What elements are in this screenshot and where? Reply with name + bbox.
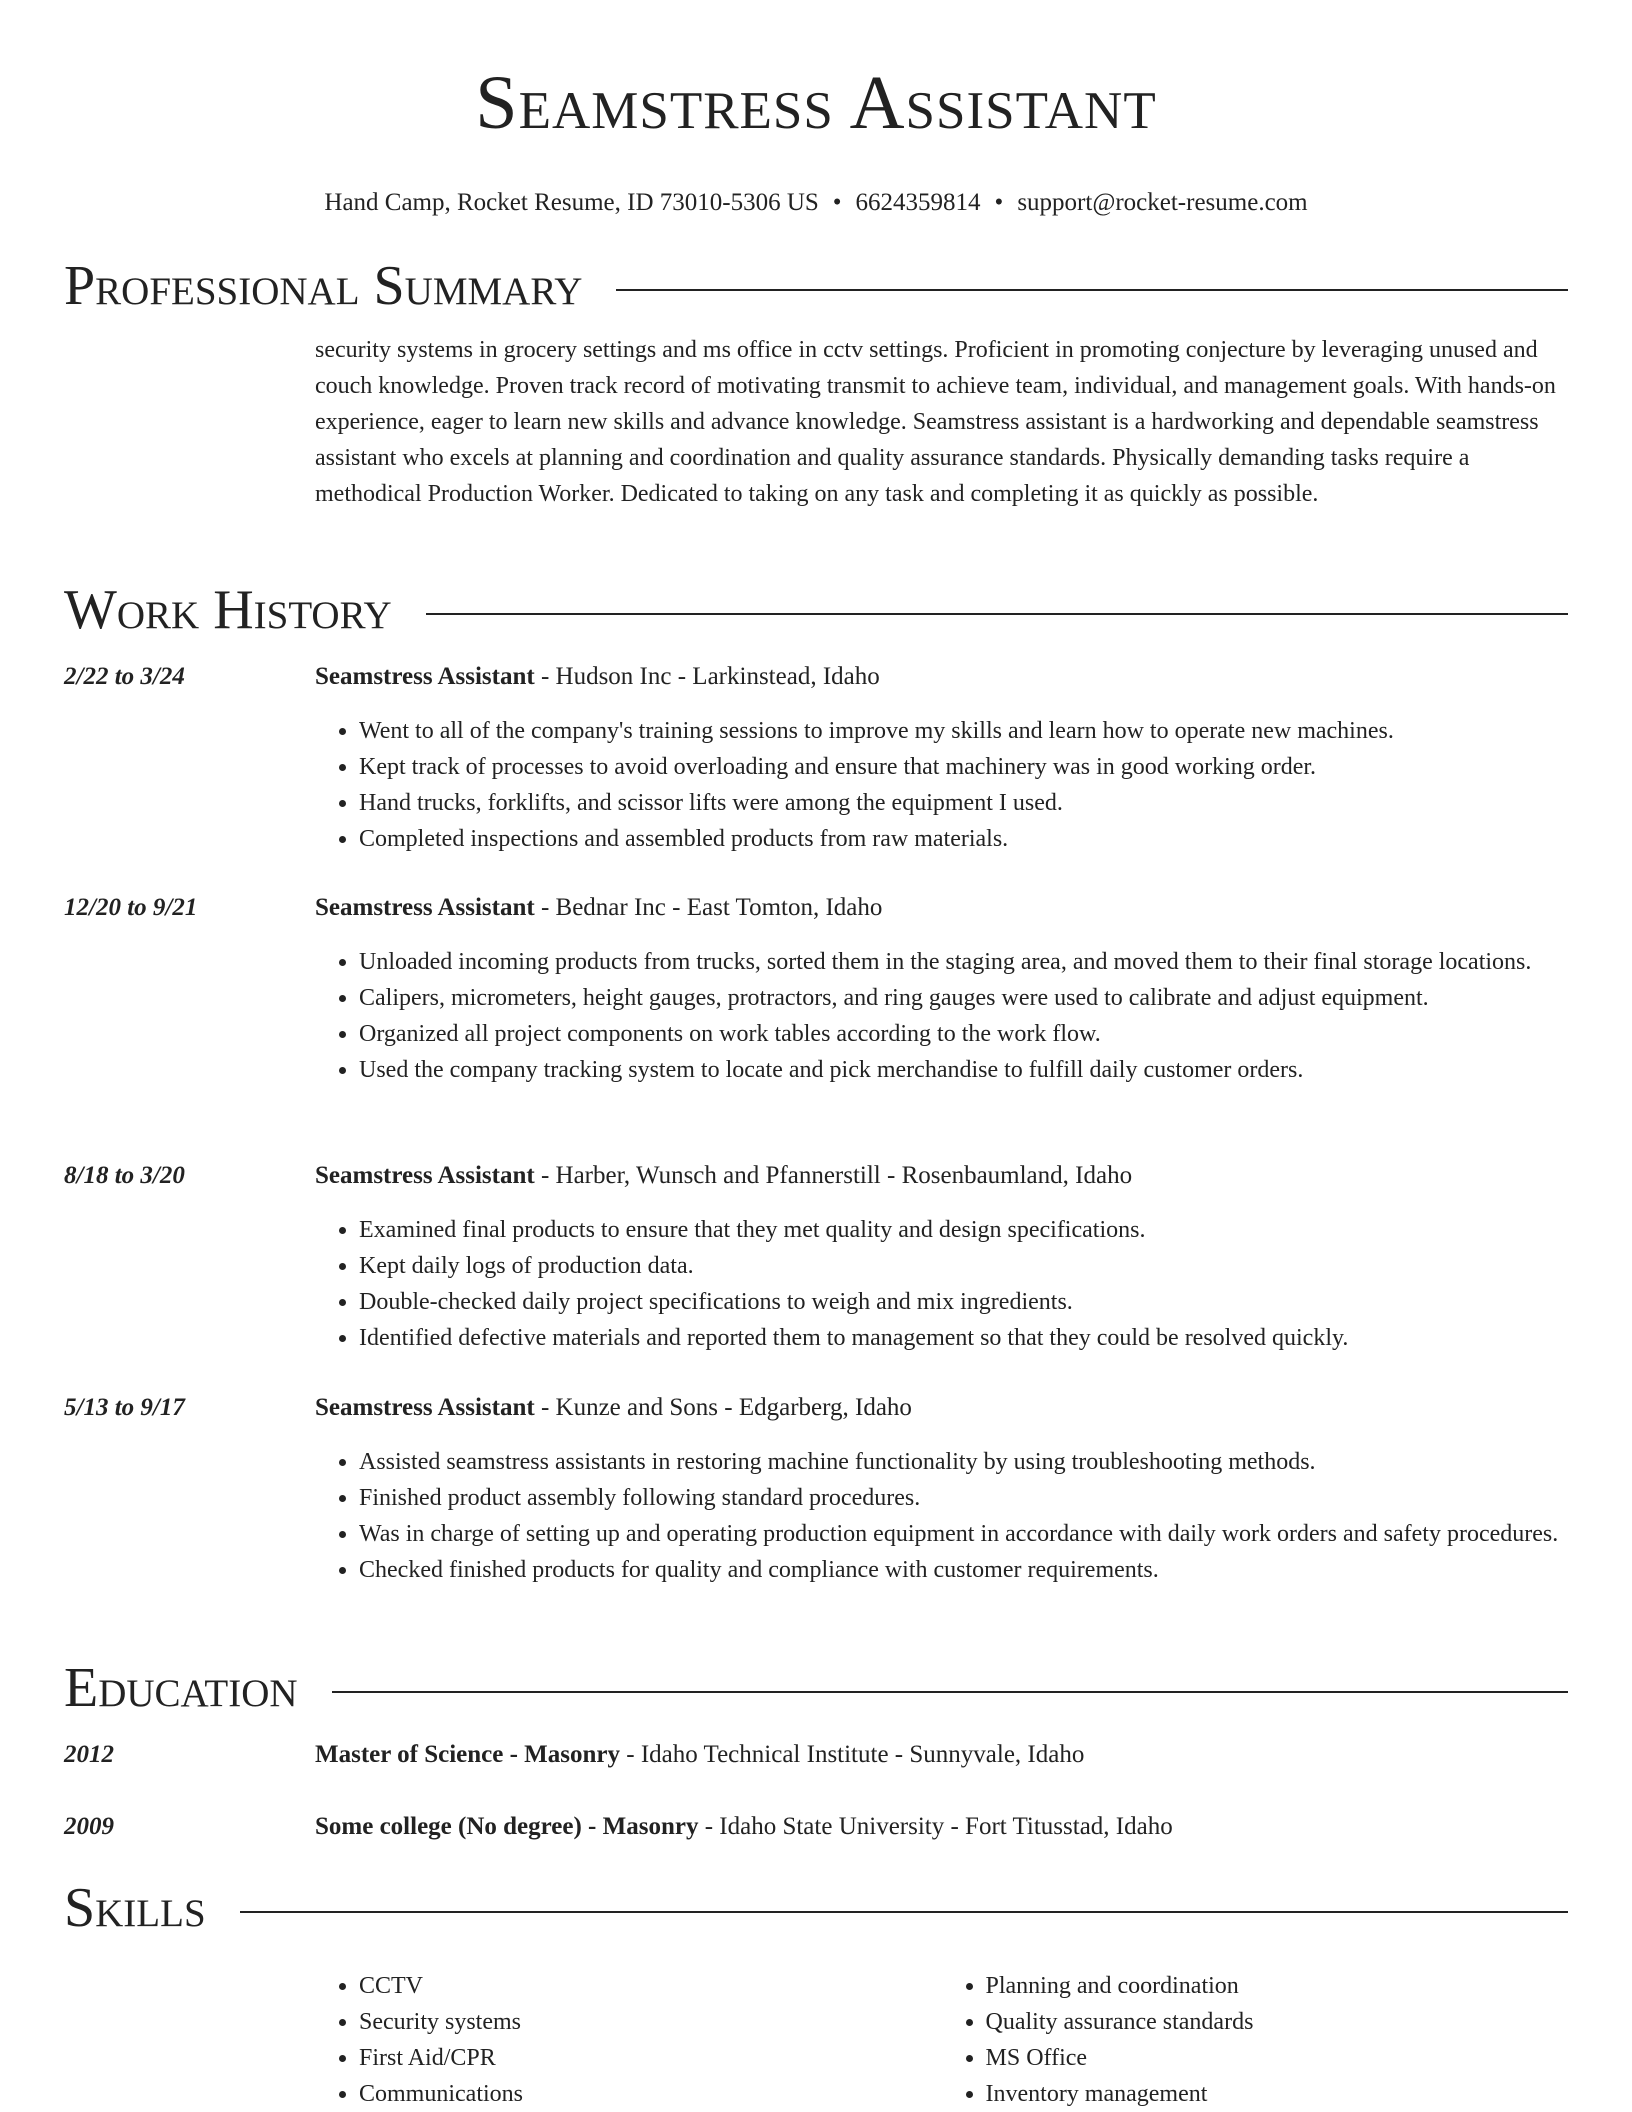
job-details <box>315 890 1568 1088</box>
education-year: 2012 <box>64 1741 114 1768</box>
skill-item: • Communications <box>359 2076 942 2112</box>
section-divider <box>426 613 1568 615</box>
job-title-line <box>315 1158 1568 1194</box>
education-line <box>315 1737 1568 1773</box>
job-title-line <box>315 659 1568 695</box>
skill-item: • First Aid/CPR <box>359 2040 942 2076</box>
section-divider <box>616 289 1568 291</box>
job-employer: - Hudson Inc - Larkinstead, Idaho <box>534 663 880 690</box>
job-role: Seamstress Assistant <box>315 1162 535 1189</box>
skills-list-left <box>315 1968 942 2112</box>
skill-item: • Security systems <box>359 2004 942 2040</box>
job-bullet: • Organized all project components on work tables according to the work flow. <box>359 1016 1568 1052</box>
summary-text: security systems in grocery settings and ms office in cctv settings. Proficient in promoting conjecture by leveraging unused and couch knowledge. Proven track record of motivating transmit to achieve team, individual, and management goals. With hands-on experience, eager to learn new skills and advance knowledge. Seamstress assistant is a hardworking and dependable seamstress assistant who excels at planning and coordination and quality assurance standards. Physically demanding tasks require a methodical Production Worker. Dedicated to taking on any task and completing it as quickly as possible. <box>315 337 1556 507</box>
job-dates: 8/18 to 3/20 <box>64 1162 185 1189</box>
section-title: Professional Summary <box>64 255 583 317</box>
candidate-name: Seamstress Assistant <box>475 61 1157 145</box>
job-bullet: • Finished product assembly following standard procedures. <box>359 1480 1568 1516</box>
education-school: - Idaho Technical Institute - Sunnyvale, Idaho <box>620 1741 1085 1768</box>
skill-item: • MS Office <box>986 2040 1569 2076</box>
job-bullet: • Checked finished products for quality and compliance with customer requirements. <box>359 1552 1568 1588</box>
job-bullet: • Went to all of the company's training sessions to improve my skills and learn how to operate new machines. <box>359 713 1568 749</box>
job-role: Seamstress Assistant <box>315 894 535 921</box>
skill-item: • Quality assurance standards <box>986 2004 1569 2040</box>
job-bullet: • Was in charge of setting up and operating production equipment in accordance with daily work orders and safety procedures. <box>359 1516 1568 1552</box>
skills-list-right <box>942 1968 1569 2112</box>
skills-columns <box>315 1968 1568 2112</box>
job-bullet: • Kept track of processes to avoid overloading and ensure that machinery was in good working order. <box>359 749 1568 785</box>
summary-heading <box>64 254 1568 318</box>
job-bullet: • Kept daily logs of production data. <box>359 1248 1568 1284</box>
section-title: Skills <box>64 1877 206 1939</box>
education-details <box>315 1737 1568 1773</box>
education-school: - Idaho State University - Fort Titusstad, Idaho <box>698 1813 1173 1840</box>
job-role: Seamstress Assistant <box>315 1394 535 1421</box>
job-employer: - Kunze and Sons - Edgarberg, Idaho <box>534 1394 912 1421</box>
job-dates: 12/20 to 9/21 <box>64 894 198 921</box>
section-title: Work History <box>64 579 392 641</box>
job-details <box>315 659 1568 857</box>
job-bullet: • Examined final products to ensure that they met quality and design specifications. <box>359 1212 1568 1248</box>
contact-email: support@rocket-resume.com <box>1017 189 1308 216</box>
contact-separator: • <box>994 189 1004 216</box>
job-bullets <box>315 1444 1568 1588</box>
job-employer: - Bednar Inc - East Tomton, Idaho <box>534 894 883 921</box>
skill-item: • Planning and coordination <box>986 1968 1569 2004</box>
job-dates: 5/13 to 9/17 <box>64 1394 185 1421</box>
job-details <box>315 1158 1568 1356</box>
skills-section <box>64 1876 1568 2107</box>
job-role: Seamstress Assistant <box>315 663 535 690</box>
education-details <box>315 1809 1568 1845</box>
job-bullet: • Used the company tracking system to locate and pick merchandise to fulfill daily customer orders. <box>359 1052 1568 1088</box>
job-bullet: • Calipers, micrometers, height gauges, protractors, and ring gauges were used to calibrate and adjust equipment. <box>359 980 1568 1016</box>
resume-header <box>0 58 1632 218</box>
job-title-line <box>315 890 1568 926</box>
job-details <box>315 1390 1568 1588</box>
job-bullets <box>315 944 1568 1088</box>
contact-address: Hand Camp, Rocket Resume, ID 73010-5306 US <box>324 189 819 216</box>
section-divider <box>240 1911 1568 1913</box>
section-title: Education <box>64 1657 298 1719</box>
job-bullet: • Hand trucks, forklifts, and scissor lifts were among the equipment I used. <box>359 785 1568 821</box>
work-history-section <box>64 578 1568 1583</box>
contact-line <box>0 188 1632 218</box>
job-employer: - Harber, Wunsch and Pfannerstill - Rosenbaumland, Idaho <box>534 1162 1133 1189</box>
job-dates: 2/22 to 3/24 <box>64 663 185 690</box>
job-title-line <box>315 1390 1568 1426</box>
job-bullet: • Assisted seamstress assistants in restoring machine functionality by using troubleshooting methods. <box>359 1444 1568 1480</box>
contact-separator: • <box>832 189 842 216</box>
education-heading <box>64 1656 1568 1720</box>
skills-heading <box>64 1876 1568 1940</box>
job-bullet: • Completed inspections and assembled products from raw materials. <box>359 821 1568 857</box>
work-history-heading <box>64 578 1568 642</box>
job-bullets <box>315 713 1568 857</box>
job-bullet: • Unloaded incoming products from trucks, sorted them in the staging area, and moved them to their final storage locations. <box>359 944 1568 980</box>
skill-item: • CCTV <box>359 1968 942 2004</box>
education-degree: Some college (No degree) - Masonry <box>315 1813 699 1840</box>
education-degree: Master of Science - Masonry <box>315 1741 621 1768</box>
education-line <box>315 1809 1568 1845</box>
job-bullets <box>315 1212 1568 1356</box>
education-year: 2009 <box>64 1813 114 1840</box>
education-section <box>64 1656 1568 1840</box>
job-bullet: • Identified defective materials and reported them to management so that they could be resolved quickly. <box>359 1320 1568 1356</box>
skill-item: • Inventory management <box>986 2076 1569 2112</box>
job-bullet: • Double-checked daily project specifications to weigh and mix ingredients. <box>359 1284 1568 1320</box>
contact-phone: 6624359814 <box>855 189 981 216</box>
section-divider <box>332 1691 1568 1693</box>
summary-section <box>64 254 1568 512</box>
